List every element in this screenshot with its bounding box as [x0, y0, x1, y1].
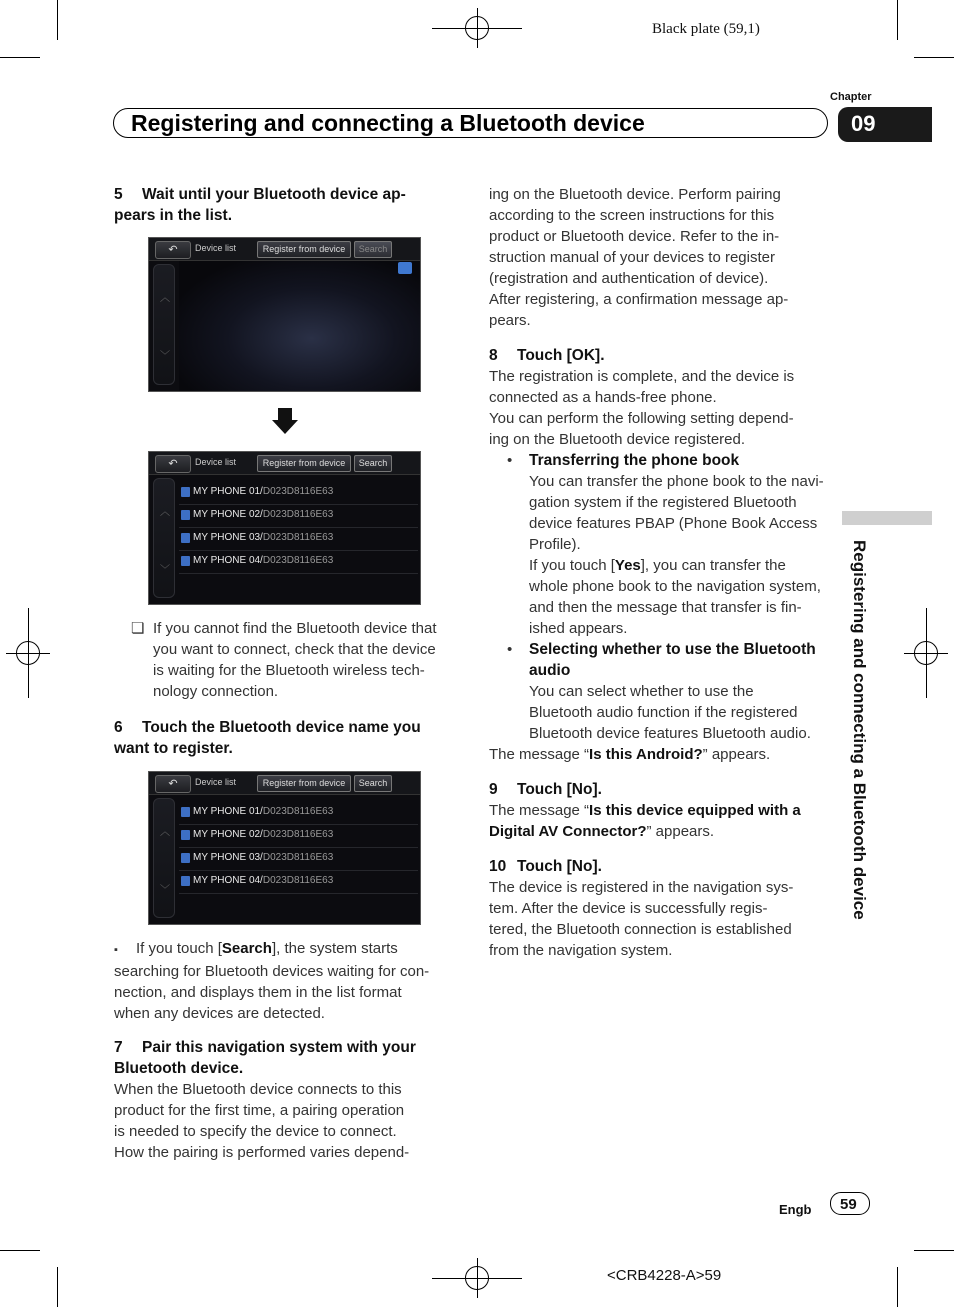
register-from-device-button: Register from device — [257, 455, 351, 472]
list-item: MY PHONE 03/D023D8116E63 — [179, 848, 418, 871]
phone-icon — [181, 830, 190, 840]
bullet-bluetooth-audio: • Selecting whether to use the Bluetooth audio You can select whether to use the Bluetooth audio function if the registered Bluetooth device features Bluetooth audio. — [507, 641, 816, 742]
phone-icon — [181, 533, 190, 543]
crop-mark — [897, 0, 898, 40]
bluetooth-icon — [398, 262, 412, 274]
crop-mark — [914, 1250, 954, 1251]
phone-icon — [181, 510, 190, 520]
search-button: Search — [354, 775, 392, 792]
device-list-label: Device list — [195, 457, 237, 467]
list-item: MY PHONE 04/D023D8116E63 — [179, 871, 418, 894]
step-7-heading: 7 Pair this navigation system with your Bluetooth device. — [114, 1039, 416, 1077]
plate-label: Black plate (59,1) — [652, 21, 760, 37]
back-icon: ↶ — [155, 455, 191, 473]
crop-mark — [57, 0, 58, 40]
back-icon: ↶ — [155, 241, 191, 259]
note-checkbox-icon: ❏ — [131, 620, 145, 637]
crop-mark — [57, 1267, 58, 1307]
crop-mark — [0, 57, 40, 58]
scroll-down-icon: ﹀ — [160, 351, 170, 362]
list-item: MY PHONE 02/D023D8116E63 — [179, 825, 418, 848]
list-item: MY PHONE 03/D023D8116E63 — [179, 528, 418, 551]
list-item: MY PHONE 04/D023D8116E63 — [179, 551, 418, 574]
language-label: Engb — [779, 1202, 812, 1217]
note-square-icon: ▪ — [114, 944, 118, 956]
chapter-number: 09 — [851, 111, 876, 136]
step-9-heading: 9 Touch [No]. — [489, 781, 602, 798]
screenshot-device-list — [148, 451, 421, 605]
scroll-bar — [153, 478, 175, 598]
scroll-up-icon: ︿ — [160, 827, 170, 838]
note-search: ▪ If you touch [Search], the system starts searching for Bluetooth devices waiting for con- nection, and displays them in the list format when any devices are detected. — [114, 940, 430, 1022]
phone-icon — [181, 853, 190, 863]
list-item: MY PHONE 02/D023D8116E63 — [179, 505, 418, 528]
phone-icon — [181, 807, 190, 817]
device-list-label: Device list — [195, 243, 237, 253]
device-list-label: Device list — [195, 777, 237, 787]
register-from-device-button: Register from device — [257, 241, 351, 258]
scroll-up-icon: ︿ — [160, 293, 170, 304]
scroll-down-icon: ﹀ — [160, 565, 170, 576]
scroll-down-icon: ﹀ — [160, 885, 170, 896]
screenshot-device-list-select — [148, 771, 421, 925]
phone-icon — [181, 876, 190, 886]
back-icon: ↶ — [155, 775, 191, 793]
phone-icon — [181, 556, 190, 566]
page-number: 59 — [840, 1196, 857, 1213]
register-from-device-button: Register from device — [257, 775, 351, 792]
page-title: Registering and connecting a Bluetooth device — [131, 110, 645, 136]
step-5-heading: 5 Wait until your Bluetooth device ap- pears in the list. — [114, 186, 406, 224]
chapter-label: Chapter — [830, 91, 872, 103]
step-8-heading: 8 Touch [OK]. — [489, 347, 605, 364]
search-button: Search — [354, 241, 392, 258]
step-10-heading: 10 Touch [No]. — [489, 858, 602, 875]
list-item: MY PHONE 01/D023D8116E63 — [179, 482, 418, 505]
crop-mark — [897, 1267, 898, 1307]
side-tab-bar — [842, 511, 932, 525]
screenshot-searching — [148, 237, 421, 392]
step-7: 7 Pair this navigation system with your Bluetooth device. When the Bluetooth device connects to this product for the first time, a pairing operation is needed to specify the device to connect. How the pairing is performed varies depend- — [114, 1037, 459, 1163]
scroll-up-icon: ︿ — [160, 507, 170, 518]
crop-mark — [914, 57, 954, 58]
document-code: <CRB4228-A>59 — [607, 1267, 722, 1284]
phone-icon — [181, 487, 190, 497]
note-cannot-find: ❏ If you cannot find the Bluetooth device that you want to connect, check that the device is waiting for the Bluetooth wireless tech- nology connection. — [131, 620, 437, 700]
bullet-phone-book: • Transferring the phone book You can transfer the phone book to the navi- gation system if the registered Bluetooth device features PBAP (Phone Book Access Profile). If you touch [Yes], you can transfer the whole phone book to the navigation system, and then the message that transfer is fin- ished appears. — [507, 452, 824, 637]
step-6-heading: 6 Touch the Bluetooth device name you want to register. — [114, 719, 421, 757]
left-column — [114, 184, 459, 226]
list-item: MY PHONE 01/D023D8116E63 — [179, 802, 418, 825]
scroll-bar — [153, 264, 175, 385]
scroll-bar — [153, 798, 175, 918]
side-tab-title: Registering and connecting a Bluetooth device — [850, 540, 869, 920]
search-button: Search — [354, 455, 392, 472]
crop-mark — [0, 1250, 40, 1251]
right-column: ing on the Bluetooth device. Perform pairing according to the screen instructions for this product or Bluetooth device. Refer to the in- struction manual of your devices to register (registration and authentication of device). After registering, a confirmation message ap- pears. 8 Touch [OK]. The registration is complete, and the device is connected as a hands-free phone. You can perform the following setting depend- ing on the Bluetooth device registered. • Transferring the phone book You can transfer the phone book to the navi- gation system if the registered Bluetooth device features PBAP (Phone Book Access Profile). If you touch [Yes], you can transfer the whole phone book to the navigation system, and then the message that transfer is fin- ished appears. • Selecting whether to use the Bluetooth audio You can select whether to use the Bluetooth audio function if the registered Bluetooth device features Bluetooth audio. The message “Is this Android?” appears. 9 Touch [No]. The message “Is this device equipped with a Digital AV Connector?” appears. 10 Touch [No]. The device is registered in the navigation sys- tem. After the device is successfully regis- tered, the Bluetooth connection is established from the navigation system. — [489, 184, 834, 961]
